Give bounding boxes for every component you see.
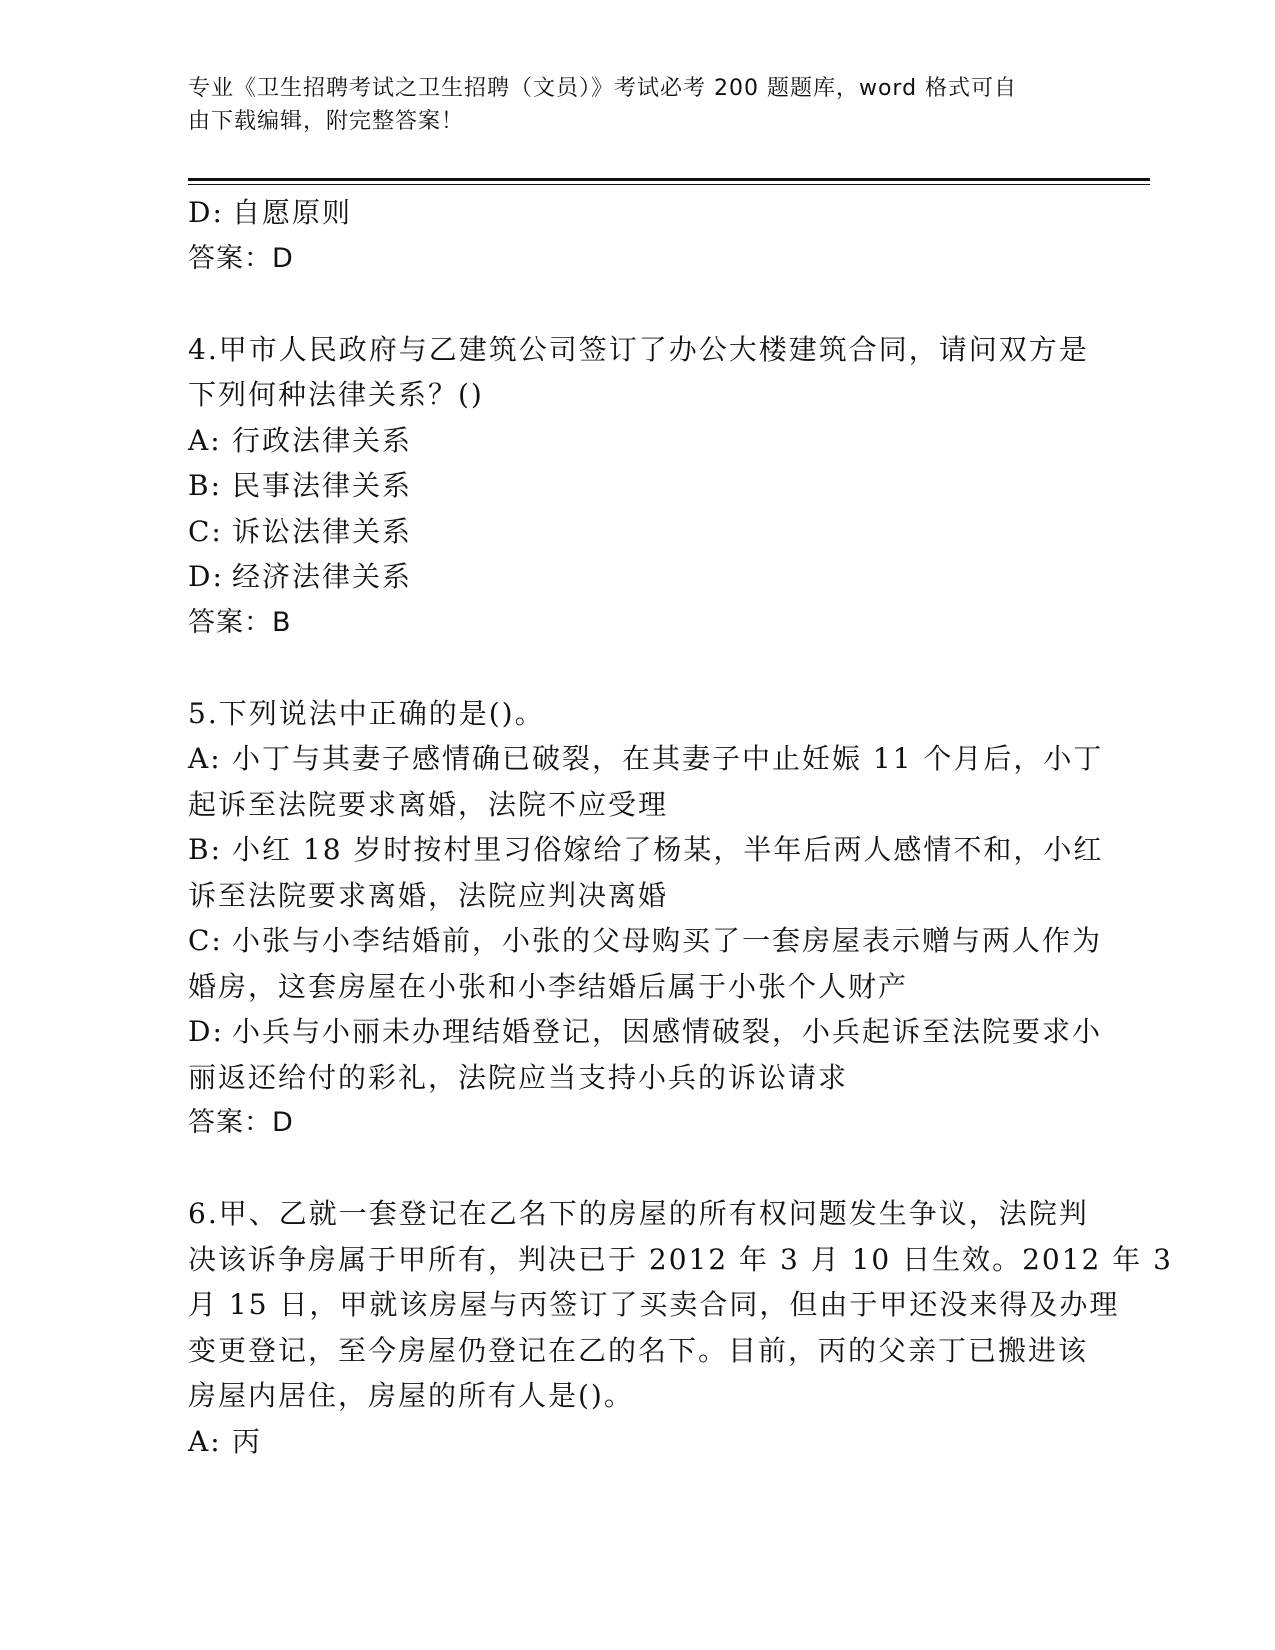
prev-answer: 答案：D [188, 242, 294, 274]
option-text: 小丁与其妻子感情确已破裂，在其妻子中止妊娠 11 个月后，小丁 [232, 742, 1104, 775]
spacer [188, 1146, 1068, 1192]
q6-stem-line-2: 决该诉争房属于甲所有，判决已于 2012 年 3 月 10 日生效。2012 年 3 [188, 1242, 1173, 1276]
option-text: 小张与小李结婚前，小张的父母购买了一套房屋表示赠与两人作为 [232, 924, 1103, 957]
header-title-line-2: 由下载编辑，附完整答案！ [188, 109, 465, 134]
option-key: C: [188, 924, 223, 957]
q4-option-b [188, 463, 1068, 509]
q4-stem-line-1: 4.甲市人民政府与乙建筑公司签订了办公大楼建筑合同，请问双方是 [188, 332, 1089, 366]
option-text: 小红 18 岁时按村里习俗嫁给了杨某，半年后两人感情不和，小红 [232, 833, 1104, 866]
q4-option-d [188, 554, 1068, 600]
q6-stem-line-5: 房屋内居住，房屋的所有人是()。 [188, 1379, 634, 1412]
q5-answer: 答案：D [188, 1107, 294, 1138]
q6-stem-line-3: 月 15 日，甲就该房屋与丙签订了买卖合同，但由于甲还没来得及办理 [188, 1288, 1120, 1321]
option-key: A: [188, 1424, 222, 1458]
q4-answer: 答案：B [188, 606, 292, 638]
option-text: 行政法律关系 [232, 423, 413, 457]
option-text: 经济法律关系 [232, 560, 413, 593]
option-key: A: [188, 742, 222, 775]
q4-stem-line-2: 下列何种法律关系？() [188, 378, 484, 411]
option-key: D: [188, 196, 224, 229]
q5-option-b-line-2: 诉至法院要求离婚，法院应判决离婚 [188, 878, 669, 912]
option-key: B: [188, 469, 223, 502]
header-divider-thin [188, 184, 1150, 185]
q6-option-a [188, 1419, 1068, 1465]
option-text: 自愿原则 [232, 196, 353, 229]
option-text: 诉讼法律关系 [232, 514, 413, 548]
q5-option-c-line-2: 婚房，这套房屋在小张和小李结婚后属于小张个人财产 [188, 969, 909, 1003]
q4-option-c [188, 509, 1068, 555]
q6-stem-line-4: 变更登记，至今房屋仍登记在乙的名下。目前，丙的父亲丁已搬进该 [188, 1333, 1089, 1367]
option-key: A: [188, 423, 222, 457]
q5-stem: 5.下列说法中正确的是()。 [188, 696, 545, 730]
option-text: 丙 [232, 1424, 263, 1458]
spacer [188, 281, 1068, 327]
option-text: 小兵与小丽未办理结婚登记，因感情破裂，小兵起诉至法院要求小 [232, 1015, 1103, 1048]
header-divider-thick [188, 178, 1150, 181]
q5-option-a-line-1 [188, 736, 1104, 782]
q4-option-a [188, 418, 1068, 464]
header-title-line-1: 专业《卫生招聘考试之卫生招聘（文员）》考试必考 200 题题库，word 格式可自 [188, 76, 1018, 101]
option-key: D: [188, 1015, 224, 1048]
spacer [188, 645, 1068, 691]
q5-option-c-line-1 [188, 918, 1103, 964]
q5-option-a-line-2: 起诉至法院要求离婚，法院不应受理 [188, 787, 669, 821]
option-key: D: [188, 560, 224, 593]
prev-option-d [188, 190, 1068, 236]
option-key: B: [188, 833, 223, 866]
q5-option-d-line-1 [188, 1009, 1103, 1055]
page-header [188, 72, 1068, 138]
question-content [188, 190, 1173, 1464]
q5-option-d-line-2: 丽返还给付的彩礼，法院应当支持小兵的诉讼请求 [188, 1060, 849, 1094]
q5-option-b-line-1 [188, 827, 1104, 873]
option-text: 民事法律关系 [232, 469, 413, 502]
option-key: C: [188, 514, 223, 548]
q6-stem-line-1: 6.甲、乙就一套登记在乙名下的房屋的所有权问题发生争议，法院判 [188, 1197, 1089, 1230]
